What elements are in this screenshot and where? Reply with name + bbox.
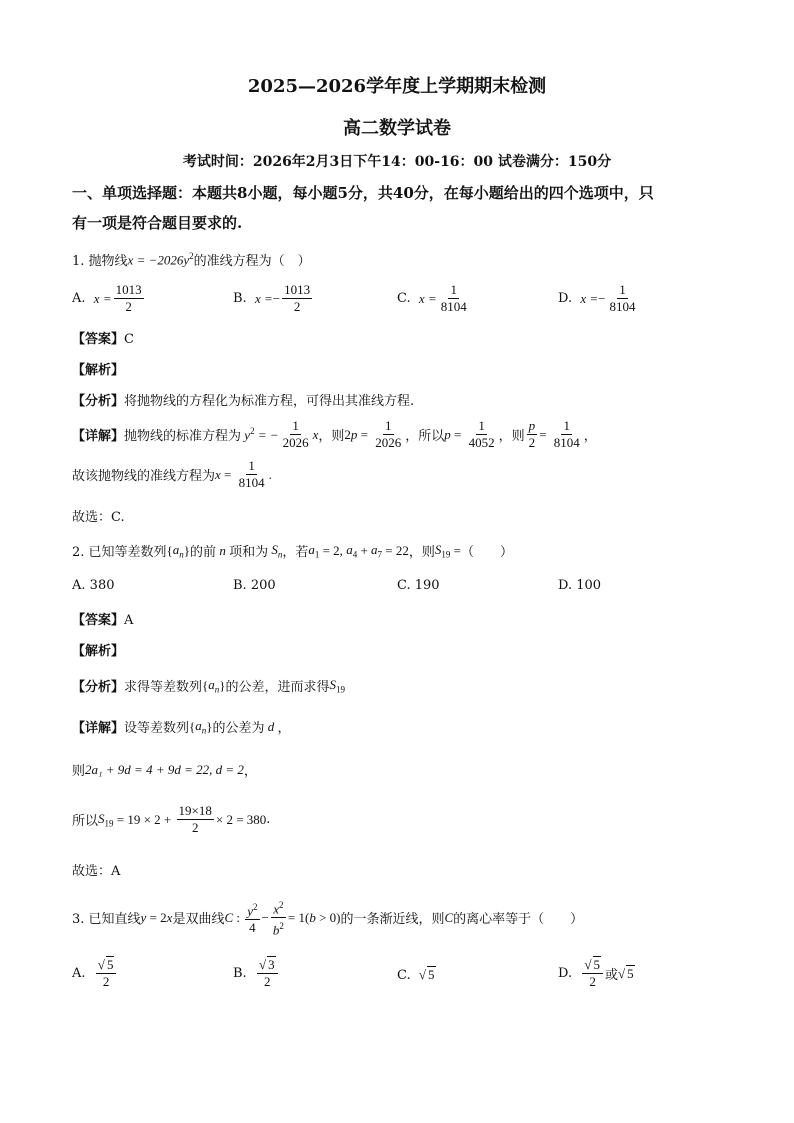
- q1-option-c: [397, 282, 471, 315]
- question-1-stem: [72, 250, 311, 269]
- q2-text: 项和为: [229, 545, 269, 560]
- fraction: $\frac{1}{8104}$: [440, 282, 467, 314]
- q3-option-c: C. √ 5: [397, 967, 435, 983]
- fenxi-text: 求得等差数列: [124, 680, 203, 695]
- step-text: 则: [72, 764, 86, 779]
- q2-text: ，若: [282, 545, 309, 560]
- q3-option-b: B. $\frac{√ 3}{2}$: [233, 957, 280, 990]
- section-heading-line1: 一、单项选择题：本题共8小题，每小题5分，共40分，在每小题给出的四个选项中，只: [72, 184, 654, 202]
- q2-answer: [72, 609, 133, 628]
- q2-analysis-tag: 【解析】: [72, 644, 125, 659]
- detail-text: 的公差为: [212, 721, 265, 736]
- option-label: B.: [233, 291, 247, 306]
- fenxi-text: 的公差，进而求得: [225, 680, 330, 695]
- question-3-stem: 3. 已知直线 y = 2 x 是双曲线 C : $\frac{y^2}{4}$ − $\frac{x^2}{b^2}$ = 1( b > 0) 的一条渐近线，则 C 的离心率等于（ ）: [72, 897, 583, 939]
- q2-prefix: 2. 已知等差数列: [72, 545, 167, 560]
- option-sign: −: [598, 290, 606, 306]
- answer-tag: 【答案】: [72, 332, 125, 347]
- option-label: C.: [397, 967, 411, 983]
- q1-choose: 故选：C.: [72, 510, 125, 525]
- option-lhs: x =: [418, 290, 437, 306]
- result-text: .: [266, 812, 271, 827]
- q2-result: 所以 $S_{19}$ = 19 × 2 + $\frac{19\times 18}{2}$ × 2 = 380 .: [72, 803, 271, 835]
- detail-text: ，则: [498, 429, 525, 444]
- exam-title: 2025—2026学年度上学期期末检测: [247, 76, 547, 97]
- option-label: A.: [72, 966, 86, 981]
- option-label: B.: [233, 966, 247, 981]
- fraction: $\frac{1013}{2}$: [284, 282, 311, 314]
- q3-prefix: 3. 已知直线: [72, 912, 141, 928]
- result-text: 所以: [72, 814, 99, 829]
- q2-option-c: C. 190: [397, 578, 440, 593]
- q1-fenxi: [72, 390, 414, 409]
- q1-analysis-tag: 【解析】: [72, 363, 125, 378]
- question-2-stem: 2. 已知等差数列 { $a_n$ } 的前 n 项和为 $S_n$ ，若 $a_1$ = 2, $a_4$ + $a_7$ = 22 ，则 $S_{19}$ = （ ）: [72, 541, 513, 560]
- q1-prefix: 1. 抛物线: [72, 254, 128, 269]
- detail-tag: 【详解】: [72, 721, 125, 736]
- conclusion-text: 故该抛物线的准线方程为: [72, 469, 216, 484]
- q2-step: [72, 760, 257, 779]
- fenxi-tag: 【分析】: [72, 394, 125, 409]
- option-label: D.: [558, 966, 573, 981]
- q1-answer: [72, 328, 134, 347]
- q1-detail: 【详解】 抛物线的标准方程为 $y^2$ = − $\frac{1}{2026}$ x ，则 2 p = $\frac{1}{2026}$ ，所以 p = $\frac{1}{4052}$ ，则 $\frac{p}{2}$ = $\frac{1}{8104}$ ，: [72, 418, 597, 450]
- answer-tag: 【答案】: [72, 613, 125, 628]
- q3-text: 的一条渐近线，则: [340, 912, 445, 928]
- detail-text: ，所以: [405, 429, 445, 444]
- q2-option-a: A. 380: [72, 578, 115, 593]
- detail-text: 设等差数列: [124, 721, 190, 736]
- option-label: C.: [397, 291, 411, 306]
- answer-value: A: [124, 613, 134, 628]
- fraction: $\frac{1}{8104}$: [609, 282, 636, 314]
- exam-info: 考试时间：2026年2月3日下午14：00-16：00 试卷满分：150分: [182, 154, 612, 170]
- q2-fenxi: 【分析】 求得等差数列 { $a_n$ } 的公差，进而求得 $S_{19}$: [72, 676, 346, 695]
- detail-tag: 【详解】: [72, 429, 125, 444]
- paper-subtitle: 高二数学试卷: [343, 118, 451, 139]
- option-label: A.: [72, 291, 86, 306]
- q2-choose: 故选：A: [72, 864, 121, 879]
- option-lhs: x =: [254, 290, 273, 306]
- q2-suffix: （ ）: [460, 545, 513, 560]
- detail-text: ，: [583, 429, 597, 444]
- q2-text: ，则: [408, 545, 435, 560]
- q1-conclusion: 故该抛物线的准线方程为 x = $\frac{1}{8104}$ .: [72, 458, 272, 490]
- option-or: 或: [605, 968, 619, 983]
- q3-option-d: D. $\frac{√ 5}{2}$ 或 √ 5: [558, 957, 634, 989]
- option-lhs: x =: [93, 290, 112, 306]
- fenxi-text: 将抛物线的方程化为标准方程，可得出其准线方程.: [124, 394, 415, 409]
- option-lhs: x =: [580, 290, 599, 306]
- step-text: ，: [243, 764, 257, 779]
- q2-option-b: B. 200: [233, 578, 276, 593]
- option-label: D.: [558, 291, 573, 306]
- q1-option-a: [72, 282, 146, 315]
- q2-option-d: D. 100: [558, 578, 602, 593]
- q1-option-b: [233, 282, 314, 315]
- step-equation: 2a₁ + 9d = 4 + 9d = 22, d = 2: [85, 761, 244, 777]
- section-heading-line2: 有一项是符合题目要求的.: [72, 214, 243, 232]
- q1-option-d: [558, 282, 640, 315]
- q1-suffix: 的准线方程为（ ）: [193, 254, 311, 269]
- detail-text: ，: [277, 721, 291, 736]
- detail-text: ，则: [318, 429, 345, 444]
- answer-value: C: [124, 332, 134, 347]
- q3-option-a: A. $\frac{√ 5}{2}$: [72, 957, 118, 990]
- fenxi-tag: 【分析】: [72, 680, 125, 695]
- q1-equation: $x = -2026y^2$: [127, 250, 194, 268]
- q3-suffix: 的离心率等于（ ）: [453, 912, 584, 928]
- q2-detail: 【详解】 设等差数列 { $a_n$ } 的公差为 d ，: [72, 717, 291, 736]
- detail-text: 抛物线的标准方程为: [124, 429, 242, 444]
- option-sign: −: [272, 290, 281, 306]
- q2-text: 的前: [190, 545, 217, 560]
- q3-text: 是双曲线: [172, 912, 225, 928]
- fraction: $\frac{1013}{2}$: [115, 282, 142, 314]
